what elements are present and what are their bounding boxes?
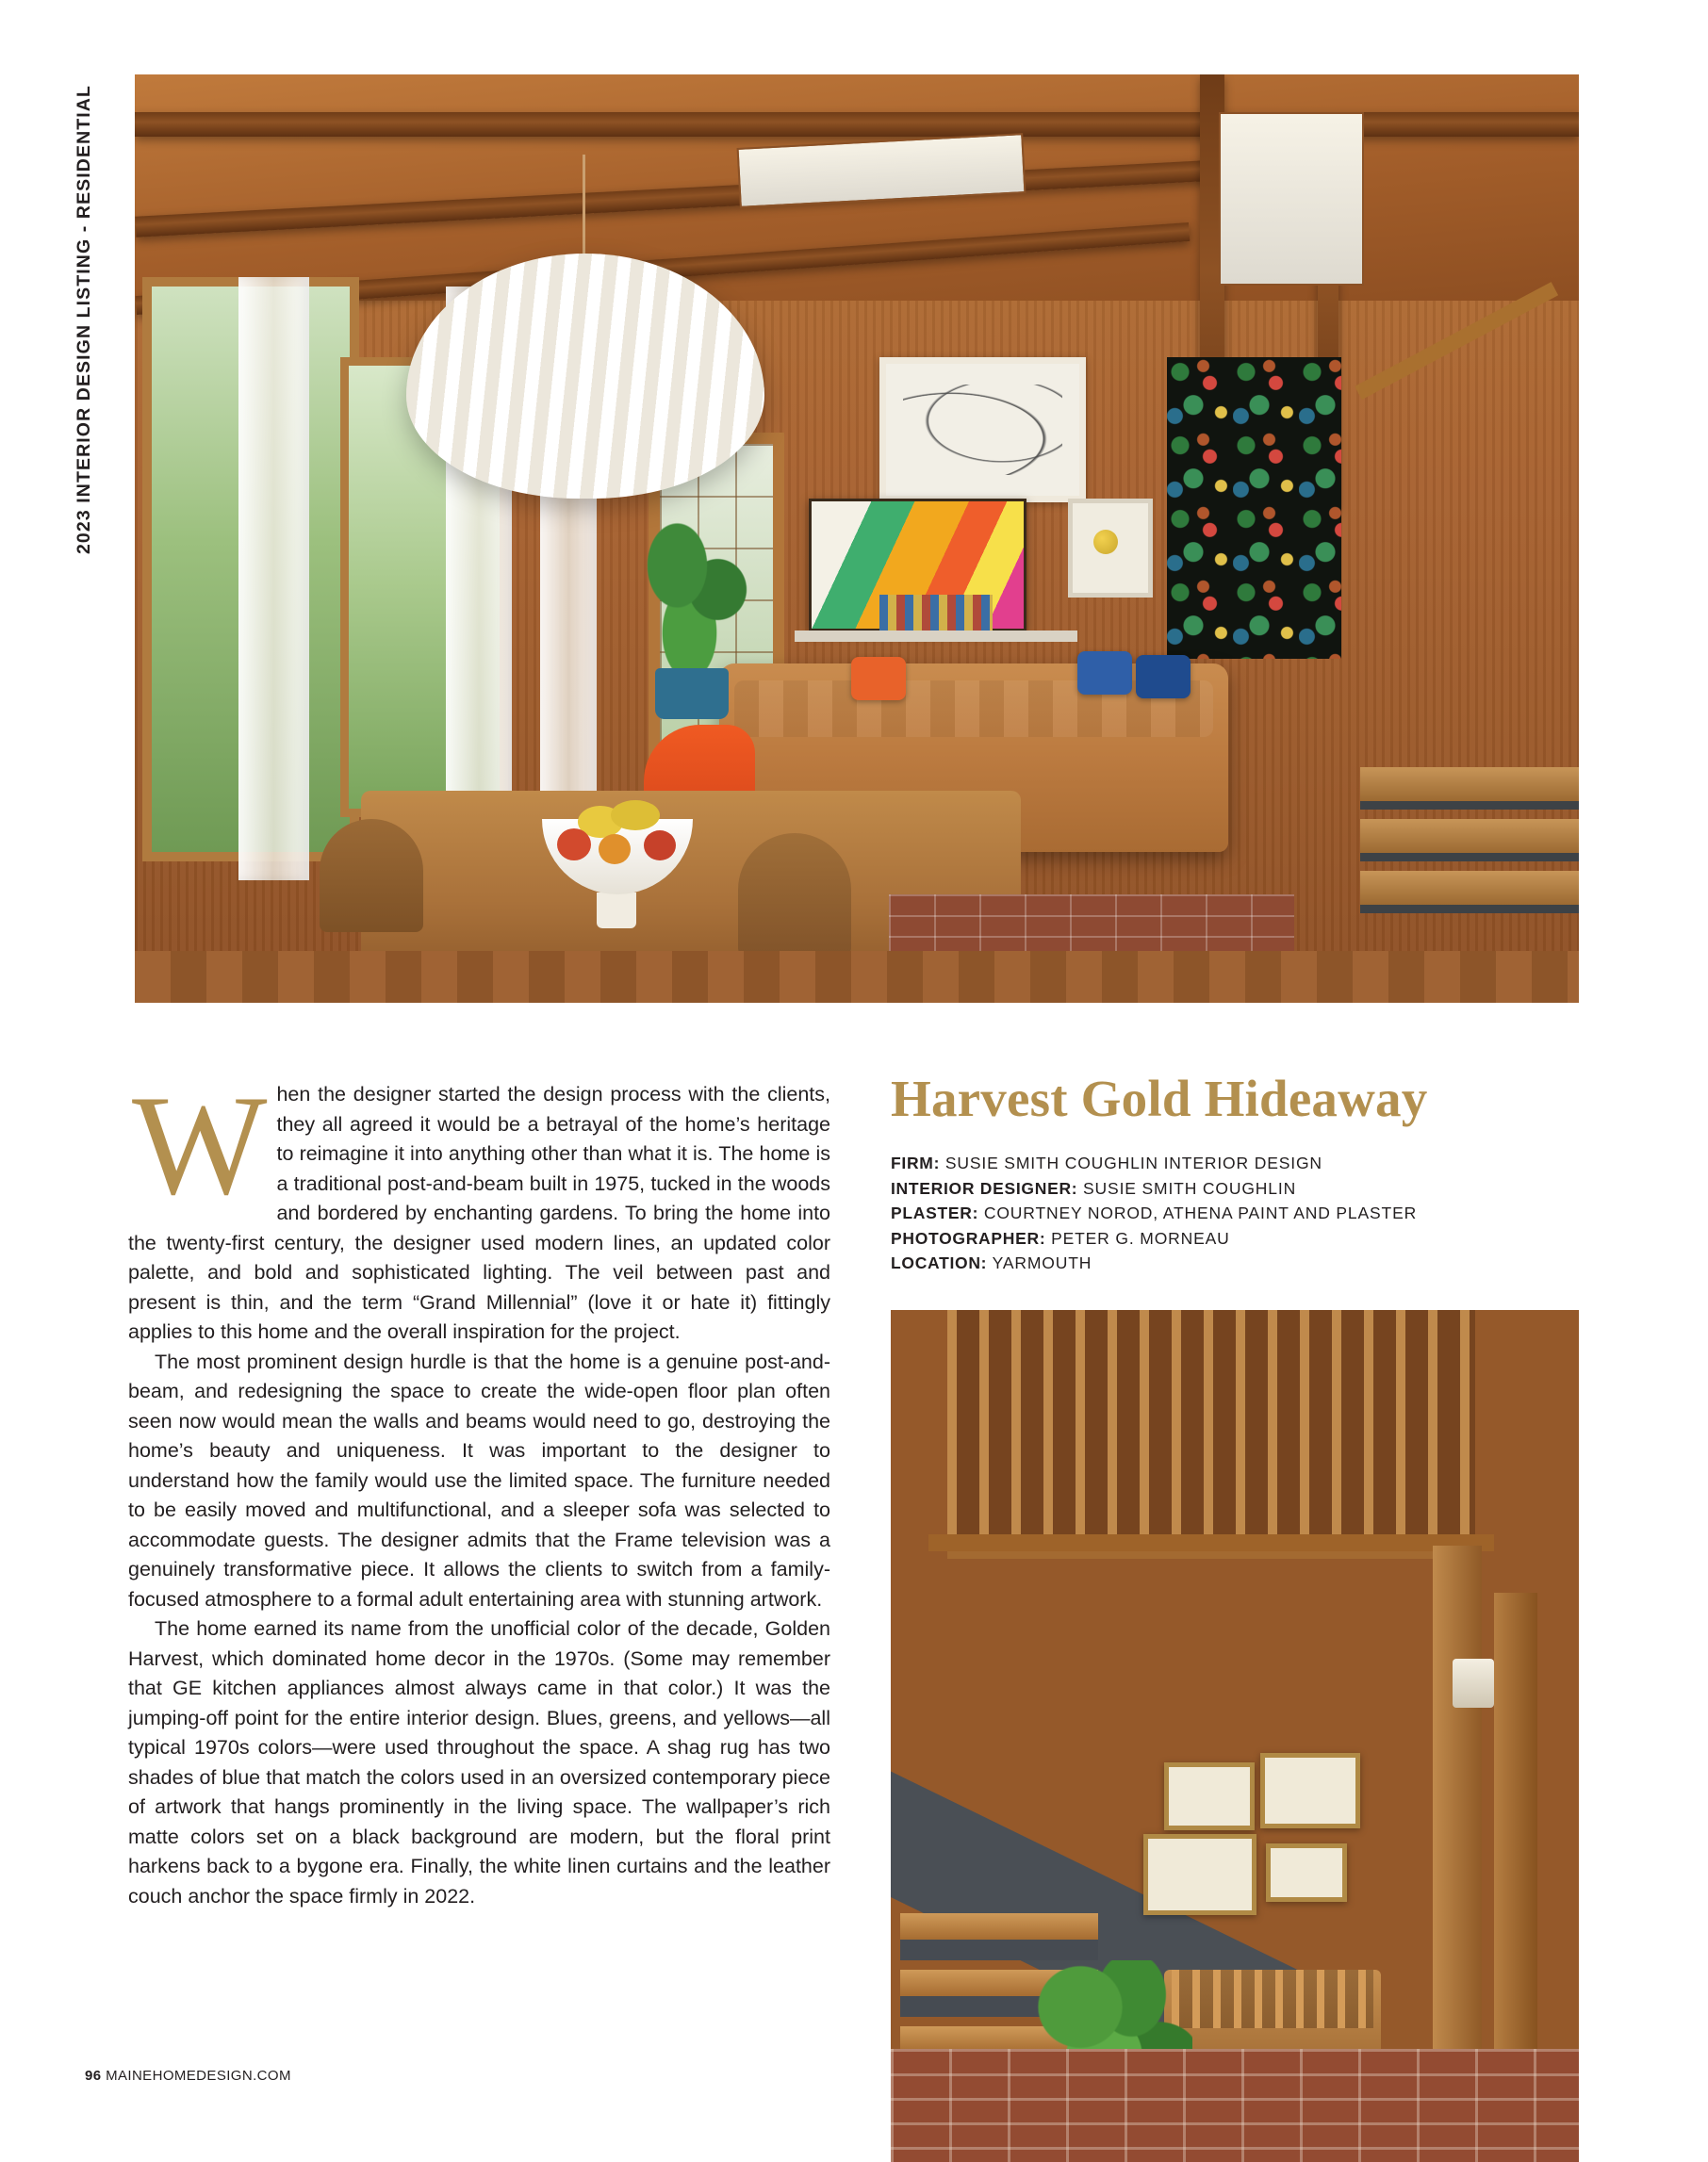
credit-label: LOCATION: <box>891 1253 988 1272</box>
console-shelf <box>795 631 1077 642</box>
framed-artwork <box>1266 1843 1347 1902</box>
credit-label: PHOTOGRAPHER: <box>891 1228 1046 1248</box>
credit-value: COURTNEY NOROD, ATHENA PAINT AND PLASTER <box>983 1204 1418 1222</box>
credit-location <box>891 1251 1579 1276</box>
article-header <box>891 1070 1579 1276</box>
staircase <box>1360 447 1579 913</box>
hero-photo-illustration <box>135 74 1579 1003</box>
credit-value: PETER G. MORNEAU <box>1051 1228 1230 1248</box>
throw-pillow <box>1136 655 1191 698</box>
framed-artwork <box>1164 1762 1255 1830</box>
stair-step <box>1360 767 1579 810</box>
credit-value: SUSIE SMITH COUGHLIN INTERIOR DESIGN <box>944 1154 1322 1172</box>
paragraph-2: The most prominent design hurdle is that the home is a genuine post-and-beam, and redesigning the space to create the wide-open floor plan often seen now would mean the walls and beams would need to go, destroying the home’s beauty and uniqueness. It was important to the designer to understand how the family would use the limited space. The furniture needed to be easily moved and multifunctional, and a sleeper sofa was selected to accommodate guests. The designer admits that the Frame television was a genuinely transformative piece. It allows the clients to switch from a family-focused atmosphere to a formal adult entertaining area with stunning artwork. <box>128 1350 830 1611</box>
skylight <box>1219 112 1364 286</box>
page-footer <box>85 2068 291 2084</box>
throw-pillow <box>851 657 906 700</box>
fruit <box>611 800 660 830</box>
page-title: Harvest Gold Hideaway <box>891 1070 1428 1127</box>
line-artwork <box>879 357 1086 502</box>
credit-firm <box>891 1151 1579 1176</box>
books <box>879 595 993 631</box>
wood-floor <box>135 951 1579 1003</box>
stair-step <box>1360 871 1579 913</box>
throw-pillow <box>1077 651 1132 695</box>
credit-plaster <box>891 1201 1579 1226</box>
credit-label: INTERIOR DESIGNER: <box>891 1178 1078 1198</box>
curtain <box>238 277 309 880</box>
fruit <box>644 830 676 860</box>
hero-photo <box>135 74 1579 1003</box>
drop-cap: W <box>132 1066 268 1224</box>
page-number: 96 <box>85 2068 102 2084</box>
plant <box>634 517 757 678</box>
stair-step <box>900 1913 1098 1960</box>
pendant-light <box>1453 1659 1494 1708</box>
dining-chair <box>320 819 423 932</box>
upper-railing <box>928 1534 1494 1551</box>
fruit <box>599 834 631 864</box>
running-head-label: 2023 INTERIOR DESIGN LISTING - RESIDENTIAL <box>74 85 94 555</box>
paragraph-1 <box>128 1066 830 1348</box>
fruit <box>557 828 591 860</box>
pendant-cord <box>583 155 585 268</box>
secondary-photo <box>891 1310 1579 2162</box>
stair-step <box>1360 819 1579 861</box>
credit-label: PLASTER: <box>891 1204 979 1222</box>
brick-floor <box>891 2049 1579 2162</box>
running-head <box>74 85 111 763</box>
credit-value: SUSIE SMITH COUGHLIN <box>1083 1178 1297 1198</box>
dining-chair <box>738 833 851 956</box>
credit-label: FIRM: <box>891 1154 941 1172</box>
upper-balusters <box>947 1310 1475 1559</box>
floral-wallpaper-panel <box>1167 357 1341 659</box>
framed-artwork <box>1260 1753 1360 1828</box>
credits-block <box>891 1151 1579 1276</box>
small-framed-artwork <box>1068 499 1153 598</box>
credit-interior-designer <box>891 1176 1579 1202</box>
planter-pot <box>655 668 729 719</box>
credit-value: YARMOUTH <box>992 1253 1092 1272</box>
fruit-bowl-stem <box>597 893 636 928</box>
publication-name: MAINEHOMEDESIGN.COM <box>106 2068 291 2084</box>
paragraph-3: The home earned its name from the unofficial color of the decade, Golden Harvest, which dominated home decor in the 1970s. (Some may remember that GE kitchen appliances almost always came in that color.) It was the jumping-off point for the entire interior design. Blues, greens, and yellows—all typical 1970s colors—were used throughout the space. A shag rug has two shades of blue that match the colors used in an oversized contemporary piece of artwork that hangs prominently in the living space. The wallpaper’s rich matte colors set on a black background are modern, but the floral print harkens back to a bygone era. Finally, the white linen curtains and the leather couch anchor the space firmly in 2022. <box>128 1617 830 1908</box>
credit-photographer <box>891 1226 1579 1252</box>
paragraph-1-text: hen the designer started the design process with the clients, they all agreed it would be a betrayal of the home’s heritage to reimagine it into anything other than what it is. The home is a traditional post-and-beam built in 1975, tucked in the woods and bordered by enchanting gardens. To bring the home into the twenty-first century, the designer used modern lines, an updated color palette, and bold and sophisticated lighting. The veil between past and present is thin, and the term “Grand Millennial” (love it or hate it) fittingly applies to this home and the overall inspiration for the project. <box>128 1083 830 1343</box>
article-body <box>128 1066 830 1911</box>
framed-artwork <box>1143 1834 1256 1915</box>
